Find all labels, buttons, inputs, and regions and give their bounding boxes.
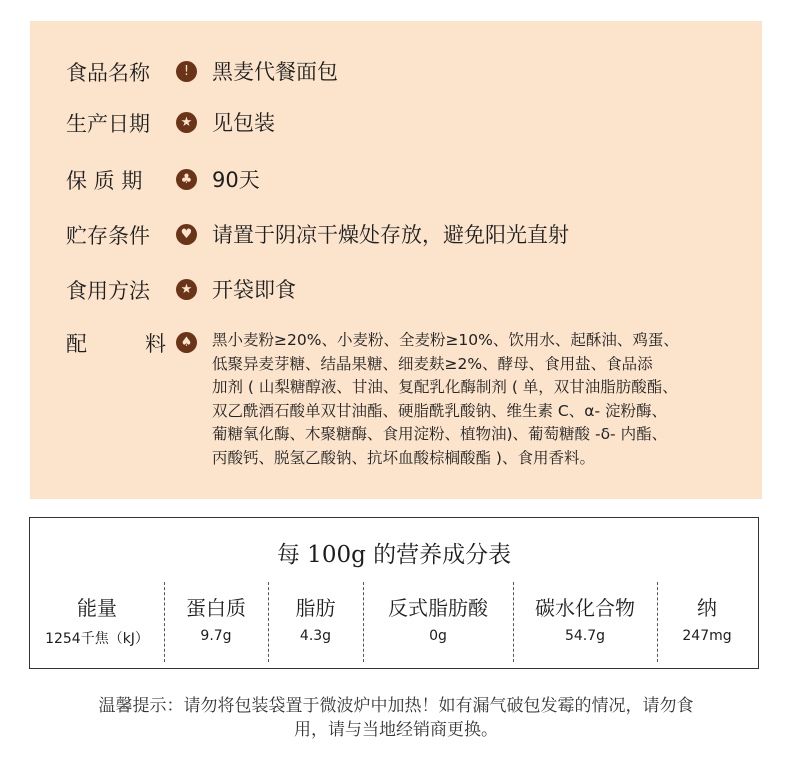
nutrition-col-name: 蛋白质 xyxy=(186,596,246,620)
nutrition-col-energy xyxy=(30,582,164,662)
nutrition-col-name: 脂肪 xyxy=(295,596,336,620)
star-icon: ★ xyxy=(176,279,197,300)
info-value: 黑麦代餐面包 xyxy=(212,60,338,84)
info-label: 生产日期 xyxy=(66,112,150,136)
product-info-panel xyxy=(30,21,762,499)
info-label: 保 质 期 xyxy=(66,169,143,193)
info-row-shelf-life xyxy=(66,163,166,197)
ingredients-line: 葡糖氧化酶、木聚糖酶、食用淀粉、植物油)、葡萄糖酸 -δ- 内酯、 xyxy=(212,425,668,443)
nutrition-col-trans-fat xyxy=(363,582,513,662)
star-icon: ★ xyxy=(176,112,197,133)
ingredients-list xyxy=(212,329,740,470)
nutrition-col-value: 0g xyxy=(429,628,447,644)
nutrition-table xyxy=(29,517,759,669)
nutrition-col-fat xyxy=(268,582,363,662)
nutrition-col-carbohydrate xyxy=(513,582,657,662)
info-row-ingredients xyxy=(66,326,166,360)
info-label: 食用方法 xyxy=(66,279,150,303)
nutrition-col-value: 247mg xyxy=(682,628,732,644)
heart-icon: ♥ xyxy=(176,224,197,245)
info-value: 见包装 xyxy=(212,111,275,135)
warning-tip-line-2: 用，请与当地经销商更换。 xyxy=(294,720,498,740)
info-value: 请置于阴凉干燥处存放，避免阳光直射 xyxy=(212,223,569,247)
nutrition-col-value: 1254千焦（kJ） xyxy=(45,631,149,647)
nutrition-title: 每 100g 的营养成分表 xyxy=(276,542,512,568)
info-label xyxy=(66,328,166,358)
nutrition-col-name: 能量 xyxy=(77,596,117,620)
info-value: 开袋即食 xyxy=(212,278,296,302)
nutrition-col-protein xyxy=(164,582,268,662)
exclamation-icon: ! xyxy=(176,61,197,82)
nutrition-col-value: 54.7g xyxy=(564,628,606,644)
nutrition-col-value: 9.7g xyxy=(200,628,232,644)
warning-tip-line-1: 温馨提示：请勿将包装袋置于微波炉中加热！如有漏气破包发霉的情况，请勿食 xyxy=(98,696,694,716)
info-row-usage xyxy=(66,273,166,307)
info-label: 贮存条件 xyxy=(66,224,150,248)
ingredients-label-a: 配 xyxy=(66,332,87,356)
ingredients-line: 黑小麦粉≥20%、小麦粉、全麦粉≥10%、饮用水、起酥油、鸡蛋、 xyxy=(212,331,679,349)
ingredients-line: 加剂 ( 山梨糖醇液、甘油、复配乳化酶制剂 ( 单，双甘油脂肪酸酯、 xyxy=(212,378,678,396)
spade-icon: ♠ xyxy=(176,332,197,353)
ingredients-line: 双乙酰酒石酸单双甘油酯、硬脂酰乳酸钠、维生素 C、α- 淀粉酶、 xyxy=(212,401,667,420)
nutrition-col-name: 反式脂肪酸 xyxy=(388,596,488,620)
nutrition-col-name: 纳 xyxy=(697,596,717,620)
info-label: 食品名称 xyxy=(66,61,150,85)
ingredients-line: 低聚异麦芽糖、结晶果糖、细麦麸≥2%、酵母、食用盐、食品添 xyxy=(212,354,653,373)
info-value: 90天 xyxy=(212,168,260,192)
nutrition-col-sodium xyxy=(657,582,757,662)
nutrition-col-value: 4.3g xyxy=(299,628,332,644)
club-icon: ♣ xyxy=(176,169,197,190)
info-row-production-date xyxy=(66,106,166,140)
ingredients-line: 丙酸钙、脱氢乙酸钠、抗坏血酸棕榈酸酯 )、食用香料。 xyxy=(212,448,595,467)
info-row-storage xyxy=(66,218,166,252)
nutrition-col-name: 碳水化合物 xyxy=(535,596,635,620)
ingredients-label-b: 料 xyxy=(145,332,166,356)
info-row-name xyxy=(66,55,166,89)
